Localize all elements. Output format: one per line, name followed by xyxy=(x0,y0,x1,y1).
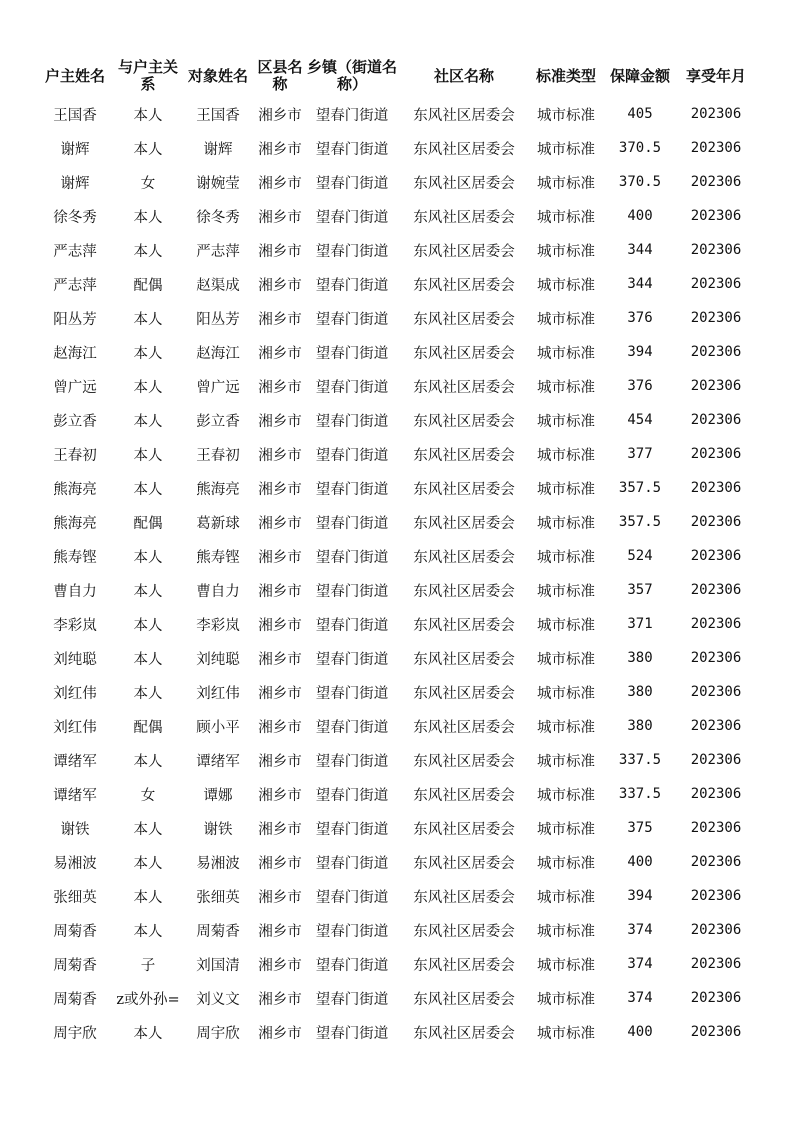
community-cell: 东风社区居委会 xyxy=(413,753,515,770)
town-cell: 望春门街道 xyxy=(315,719,389,736)
standard-type-cell: 城市标准 xyxy=(537,515,595,532)
amount-cell: 371 xyxy=(627,616,653,632)
amount-cell: 357.5 xyxy=(618,480,662,496)
relation-cell: 配偶 xyxy=(133,719,163,736)
county-cell: 湘乡市 xyxy=(258,617,302,634)
county-cell: 湘乡市 xyxy=(258,923,302,940)
county-cell: 湘乡市 xyxy=(258,549,302,566)
county-cell: 湘乡市 xyxy=(258,515,302,532)
community-cell: 东风社区居委会 xyxy=(413,855,515,872)
relation-cell: 本人 xyxy=(133,549,163,566)
household-head-cell: 熊海亮 xyxy=(53,481,97,498)
month-cell: 202306 xyxy=(690,990,742,1006)
table-row xyxy=(36,573,754,607)
month-cell: 202306 xyxy=(690,412,742,428)
standard-type-cell: 城市标准 xyxy=(537,1025,595,1042)
town-cell: 望春门街道 xyxy=(315,107,389,124)
amount-cell: 337.5 xyxy=(618,752,662,768)
household-head-cell: 赵海江 xyxy=(53,345,97,362)
month-cell: 202306 xyxy=(690,446,742,462)
community-cell: 东风社区居委会 xyxy=(413,787,515,804)
month-cell: 202306 xyxy=(690,786,742,802)
table-row xyxy=(36,1015,754,1049)
relation-cell: z或外孙= xyxy=(116,991,180,1008)
relation-cell: 本人 xyxy=(133,583,163,600)
county-cell: 湘乡市 xyxy=(258,855,302,872)
standard-type-cell: 城市标准 xyxy=(537,923,595,940)
community-cell: 东风社区居委会 xyxy=(413,515,515,532)
county-cell: 湘乡市 xyxy=(258,651,302,668)
county-cell: 湘乡市 xyxy=(258,413,302,430)
header-relation: 与户主关系 xyxy=(117,58,178,93)
town-cell: 望春门街道 xyxy=(315,821,389,838)
relation-cell: 本人 xyxy=(133,243,163,260)
county-cell: 湘乡市 xyxy=(258,719,302,736)
month-cell: 202306 xyxy=(690,888,742,904)
amount-cell: 375 xyxy=(627,820,653,836)
subject-name-cell: 谢婉莹 xyxy=(196,175,240,192)
town-cell: 望春门街道 xyxy=(315,311,389,328)
table-row xyxy=(36,913,754,947)
table-body xyxy=(36,97,754,1049)
town-cell: 望春门街道 xyxy=(315,549,389,566)
table-row xyxy=(36,97,754,131)
town-cell: 望春门街道 xyxy=(315,855,389,872)
table-row xyxy=(36,743,754,777)
amount-cell: 344 xyxy=(627,276,653,292)
community-cell: 东风社区居委会 xyxy=(413,107,515,124)
subject-name-cell: 徐冬秀 xyxy=(196,209,240,226)
relation-cell: 本人 xyxy=(133,141,163,158)
subject-name-cell: 周菊香 xyxy=(196,923,240,940)
relation-cell: 本人 xyxy=(133,345,163,362)
standard-type-cell: 城市标准 xyxy=(537,583,595,600)
standard-type-cell: 城市标准 xyxy=(537,549,595,566)
month-cell: 202306 xyxy=(690,242,742,258)
amount-cell: 394 xyxy=(627,344,653,360)
town-cell: 望春门街道 xyxy=(315,515,389,532)
header-community: 社区名称 xyxy=(433,66,494,85)
table-row xyxy=(36,947,754,981)
amount-cell: 374 xyxy=(627,990,653,1006)
household-head-cell: 刘纯聪 xyxy=(53,651,97,668)
standard-type-cell: 城市标准 xyxy=(537,991,595,1008)
county-cell: 湘乡市 xyxy=(258,141,302,158)
header-household-head: 户主姓名 xyxy=(44,66,105,85)
relation-cell: 本人 xyxy=(133,923,163,940)
month-cell: 202306 xyxy=(690,514,742,530)
household-head-cell: 谢辉 xyxy=(60,141,90,158)
household-head-cell: 严志萍 xyxy=(53,277,97,294)
community-cell: 东风社区居委会 xyxy=(413,481,515,498)
relation-cell: 本人 xyxy=(133,855,163,872)
town-cell: 望春门街道 xyxy=(315,243,389,260)
subject-name-cell: 阳丛芳 xyxy=(196,311,240,328)
subject-name-cell: 刘纯聪 xyxy=(196,651,240,668)
table-row xyxy=(36,403,754,437)
relation-cell: 本人 xyxy=(133,311,163,328)
county-cell: 湘乡市 xyxy=(258,311,302,328)
household-head-cell: 彭立香 xyxy=(53,413,97,430)
header-row xyxy=(36,55,754,97)
community-cell: 东风社区居委会 xyxy=(413,957,515,974)
household-head-cell: 刘红伟 xyxy=(53,719,97,736)
relation-cell: 本人 xyxy=(133,685,163,702)
household-head-cell: 熊寿铿 xyxy=(53,549,97,566)
amount-cell: 344 xyxy=(627,242,653,258)
town-cell: 望春门街道 xyxy=(315,379,389,396)
county-cell: 湘乡市 xyxy=(258,889,302,906)
amount-cell: 357.5 xyxy=(618,514,662,530)
header-town: 乡镇（街道名称） xyxy=(306,58,397,93)
amount-cell: 377 xyxy=(627,446,653,462)
household-head-cell: 易湘波 xyxy=(53,855,97,872)
table-row xyxy=(36,199,754,233)
subject-name-cell: 周宇欣 xyxy=(196,1025,240,1042)
town-cell: 望春门街道 xyxy=(315,345,389,362)
month-cell: 202306 xyxy=(690,956,742,972)
community-cell: 东风社区居委会 xyxy=(413,447,515,464)
county-cell: 湘乡市 xyxy=(258,175,302,192)
standard-type-cell: 城市标准 xyxy=(537,617,595,634)
town-cell: 望春门街道 xyxy=(315,447,389,464)
household-head-cell: 刘红伟 xyxy=(53,685,97,702)
household-head-cell: 曹自力 xyxy=(53,583,97,600)
amount-cell: 380 xyxy=(627,718,653,734)
table-row xyxy=(36,267,754,301)
month-cell: 202306 xyxy=(690,480,742,496)
relation-cell: 本人 xyxy=(133,617,163,634)
month-cell: 202306 xyxy=(690,548,742,564)
household-head-cell: 谭绪军 xyxy=(53,753,97,770)
community-cell: 东风社区居委会 xyxy=(413,277,515,294)
county-cell: 湘乡市 xyxy=(258,107,302,124)
town-cell: 望春门街道 xyxy=(315,175,389,192)
standard-type-cell: 城市标准 xyxy=(537,311,595,328)
community-cell: 东风社区居委会 xyxy=(413,583,515,600)
month-cell: 202306 xyxy=(690,922,742,938)
town-cell: 望春门街道 xyxy=(315,957,389,974)
county-cell: 湘乡市 xyxy=(258,277,302,294)
month-cell: 202306 xyxy=(690,310,742,326)
household-head-cell: 周菊香 xyxy=(53,991,97,1008)
relation-cell: 本人 xyxy=(133,821,163,838)
county-cell: 湘乡市 xyxy=(258,957,302,974)
header-amount: 保障金额 xyxy=(609,66,670,85)
month-cell: 202306 xyxy=(690,140,742,156)
standard-type-cell: 城市标准 xyxy=(537,447,595,464)
standard-type-cell: 城市标准 xyxy=(537,243,595,260)
table-row xyxy=(36,369,754,403)
amount-cell: 405 xyxy=(627,106,653,122)
household-head-cell: 熊海亮 xyxy=(53,515,97,532)
county-cell: 湘乡市 xyxy=(258,991,302,1008)
month-cell: 202306 xyxy=(690,650,742,666)
town-cell: 望春门街道 xyxy=(315,753,389,770)
month-cell: 202306 xyxy=(690,276,742,292)
relation-cell: 女 xyxy=(140,787,156,804)
subject-name-cell: 熊寿铿 xyxy=(196,549,240,566)
table-row xyxy=(36,777,754,811)
subject-name-cell: 王国香 xyxy=(196,107,240,124)
standard-type-cell: 城市标准 xyxy=(537,787,595,804)
town-cell: 望春门街道 xyxy=(315,481,389,498)
header-month: 享受年月 xyxy=(685,66,746,85)
standard-type-cell: 城市标准 xyxy=(537,141,595,158)
community-cell: 东风社区居委会 xyxy=(413,175,515,192)
standard-type-cell: 城市标准 xyxy=(537,345,595,362)
town-cell: 望春门街道 xyxy=(315,651,389,668)
town-cell: 望春门街道 xyxy=(315,889,389,906)
relation-cell: 本人 xyxy=(133,447,163,464)
table-row xyxy=(36,709,754,743)
month-cell: 202306 xyxy=(690,106,742,122)
town-cell: 望春门街道 xyxy=(315,1025,389,1042)
month-cell: 202306 xyxy=(690,378,742,394)
community-cell: 东风社区居委会 xyxy=(413,719,515,736)
household-head-cell: 阳丛芳 xyxy=(53,311,97,328)
subject-name-cell: 赵海江 xyxy=(196,345,240,362)
month-cell: 202306 xyxy=(690,718,742,734)
community-cell: 东风社区居委会 xyxy=(413,243,515,260)
community-cell: 东风社区居委会 xyxy=(413,685,515,702)
amount-cell: 357 xyxy=(627,582,653,598)
town-cell: 望春门街道 xyxy=(315,209,389,226)
amount-cell: 374 xyxy=(627,956,653,972)
standard-type-cell: 城市标准 xyxy=(537,209,595,226)
amount-cell: 376 xyxy=(627,310,653,326)
community-cell: 东风社区居委会 xyxy=(413,991,515,1008)
community-cell: 东风社区居委会 xyxy=(413,413,515,430)
table-row xyxy=(36,675,754,709)
household-head-cell: 张细英 xyxy=(53,889,97,906)
community-cell: 东风社区居委会 xyxy=(413,821,515,838)
standard-type-cell: 城市标准 xyxy=(537,889,595,906)
amount-cell: 380 xyxy=(627,650,653,666)
community-cell: 东风社区居委会 xyxy=(413,345,515,362)
month-cell: 202306 xyxy=(690,344,742,360)
amount-cell: 394 xyxy=(627,888,653,904)
relation-cell: 本人 xyxy=(133,753,163,770)
subject-name-cell: 熊海亮 xyxy=(196,481,240,498)
subject-name-cell: 王春初 xyxy=(196,447,240,464)
town-cell: 望春门街道 xyxy=(315,923,389,940)
county-cell: 湘乡市 xyxy=(258,753,302,770)
standard-type-cell: 城市标准 xyxy=(537,277,595,294)
household-head-cell: 严志萍 xyxy=(53,243,97,260)
household-head-cell: 徐冬秀 xyxy=(53,209,97,226)
month-cell: 202306 xyxy=(690,1024,742,1040)
table-row xyxy=(36,539,754,573)
header-standard-type: 标准类型 xyxy=(535,66,596,85)
table-row xyxy=(36,641,754,675)
subject-name-cell: 刘国清 xyxy=(196,957,240,974)
household-head-cell: 谢铁 xyxy=(60,821,90,838)
table-header xyxy=(36,55,754,97)
relation-cell: 本人 xyxy=(133,413,163,430)
subject-name-cell: 严志萍 xyxy=(196,243,240,260)
standard-type-cell: 城市标准 xyxy=(537,107,595,124)
month-cell: 202306 xyxy=(690,208,742,224)
county-cell: 湘乡市 xyxy=(258,209,302,226)
beneficiary-table xyxy=(36,55,754,1049)
county-cell: 湘乡市 xyxy=(258,447,302,464)
month-cell: 202306 xyxy=(690,820,742,836)
table-row xyxy=(36,505,754,539)
subject-name-cell: 赵渠成 xyxy=(196,277,240,294)
amount-cell: 370.5 xyxy=(618,174,662,190)
subject-name-cell: 曹自力 xyxy=(196,583,240,600)
subject-name-cell: 易湘波 xyxy=(196,855,240,872)
relation-cell: 子 xyxy=(140,957,156,974)
month-cell: 202306 xyxy=(690,616,742,632)
town-cell: 望春门街道 xyxy=(315,141,389,158)
amount-cell: 380 xyxy=(627,684,653,700)
relation-cell: 本人 xyxy=(133,379,163,396)
county-cell: 湘乡市 xyxy=(258,821,302,838)
table-row xyxy=(36,607,754,641)
relation-cell: 本人 xyxy=(133,1025,163,1042)
relation-cell: 配偶 xyxy=(133,277,163,294)
table-row xyxy=(36,471,754,505)
community-cell: 东风社区居委会 xyxy=(413,549,515,566)
relation-cell: 配偶 xyxy=(133,515,163,532)
community-cell: 东风社区居委会 xyxy=(413,209,515,226)
standard-type-cell: 城市标准 xyxy=(537,719,595,736)
standard-type-cell: 城市标准 xyxy=(537,175,595,192)
month-cell: 202306 xyxy=(690,752,742,768)
county-cell: 湘乡市 xyxy=(258,583,302,600)
subject-name-cell: 谢辉 xyxy=(203,141,233,158)
town-cell: 望春门街道 xyxy=(315,685,389,702)
subject-name-cell: 刘红伟 xyxy=(196,685,240,702)
subject-name-cell: 张细英 xyxy=(196,889,240,906)
relation-cell: 本人 xyxy=(133,889,163,906)
subject-name-cell: 谭绪军 xyxy=(196,753,240,770)
household-head-cell: 周菊香 xyxy=(53,923,97,940)
community-cell: 东风社区居委会 xyxy=(413,617,515,634)
amount-cell: 400 xyxy=(627,208,653,224)
standard-type-cell: 城市标准 xyxy=(537,481,595,498)
community-cell: 东风社区居委会 xyxy=(413,379,515,396)
relation-cell: 女 xyxy=(140,175,156,192)
table-row xyxy=(36,437,754,471)
table-row xyxy=(36,811,754,845)
town-cell: 望春门街道 xyxy=(315,991,389,1008)
relation-cell: 本人 xyxy=(133,107,163,124)
table-row xyxy=(36,131,754,165)
town-cell: 望春门街道 xyxy=(315,277,389,294)
county-cell: 湘乡市 xyxy=(258,1025,302,1042)
household-head-cell: 王春初 xyxy=(53,447,97,464)
standard-type-cell: 城市标准 xyxy=(537,651,595,668)
community-cell: 东风社区居委会 xyxy=(413,651,515,668)
table-row xyxy=(36,845,754,879)
community-cell: 东风社区居委会 xyxy=(413,141,515,158)
subject-name-cell: 彭立香 xyxy=(196,413,240,430)
amount-cell: 374 xyxy=(627,922,653,938)
subject-name-cell: 曾广远 xyxy=(196,379,240,396)
header-county: 区县名称 xyxy=(257,58,303,93)
town-cell: 望春门街道 xyxy=(315,583,389,600)
table-row xyxy=(36,981,754,1015)
household-head-cell: 周菊香 xyxy=(53,957,97,974)
table-row xyxy=(36,233,754,267)
relation-cell: 本人 xyxy=(133,481,163,498)
household-head-cell: 谢辉 xyxy=(60,175,90,192)
amount-cell: 524 xyxy=(627,548,653,564)
county-cell: 湘乡市 xyxy=(258,243,302,260)
amount-cell: 337.5 xyxy=(618,786,662,802)
standard-type-cell: 城市标准 xyxy=(537,413,595,430)
town-cell: 望春门街道 xyxy=(315,787,389,804)
county-cell: 湘乡市 xyxy=(258,481,302,498)
town-cell: 望春门街道 xyxy=(315,413,389,430)
header-subject-name: 对象姓名 xyxy=(187,66,248,85)
relation-cell: 本人 xyxy=(133,651,163,668)
month-cell: 202306 xyxy=(690,174,742,190)
household-head-cell: 王国香 xyxy=(53,107,97,124)
community-cell: 东风社区居委会 xyxy=(413,1025,515,1042)
table-row xyxy=(36,879,754,913)
relation-cell: 本人 xyxy=(133,209,163,226)
household-head-cell: 周宇欣 xyxy=(53,1025,97,1042)
community-cell: 东风社区居委会 xyxy=(413,889,515,906)
community-cell: 东风社区居委会 xyxy=(413,311,515,328)
amount-cell: 400 xyxy=(627,1024,653,1040)
household-head-cell: 曾广远 xyxy=(53,379,97,396)
table-row xyxy=(36,335,754,369)
standard-type-cell: 城市标准 xyxy=(537,685,595,702)
table-row xyxy=(36,301,754,335)
town-cell: 望春门街道 xyxy=(315,617,389,634)
county-cell: 湘乡市 xyxy=(258,787,302,804)
standard-type-cell: 城市标准 xyxy=(537,821,595,838)
subject-name-cell: 李彩岚 xyxy=(196,617,240,634)
subject-name-cell: 谭娜 xyxy=(203,787,233,804)
county-cell: 湘乡市 xyxy=(258,685,302,702)
household-head-cell: 谭绪军 xyxy=(53,787,97,804)
standard-type-cell: 城市标准 xyxy=(537,957,595,974)
amount-cell: 454 xyxy=(627,412,653,428)
standard-type-cell: 城市标准 xyxy=(537,753,595,770)
amount-cell: 400 xyxy=(627,854,653,870)
county-cell: 湘乡市 xyxy=(258,345,302,362)
subject-name-cell: 谢铁 xyxy=(203,821,233,838)
month-cell: 202306 xyxy=(690,684,742,700)
household-head-cell: 李彩岚 xyxy=(53,617,97,634)
standard-type-cell: 城市标准 xyxy=(537,379,595,396)
subject-name-cell: 刘义文 xyxy=(196,991,240,1008)
county-cell: 湘乡市 xyxy=(258,379,302,396)
month-cell: 202306 xyxy=(690,854,742,870)
subject-name-cell: 葛新球 xyxy=(196,515,240,532)
month-cell: 202306 xyxy=(690,582,742,598)
community-cell: 东风社区居委会 xyxy=(413,923,515,940)
subject-name-cell: 顾小平 xyxy=(196,719,240,736)
amount-cell: 376 xyxy=(627,378,653,394)
table-row xyxy=(36,165,754,199)
standard-type-cell: 城市标准 xyxy=(537,855,595,872)
amount-cell: 370.5 xyxy=(618,140,662,156)
